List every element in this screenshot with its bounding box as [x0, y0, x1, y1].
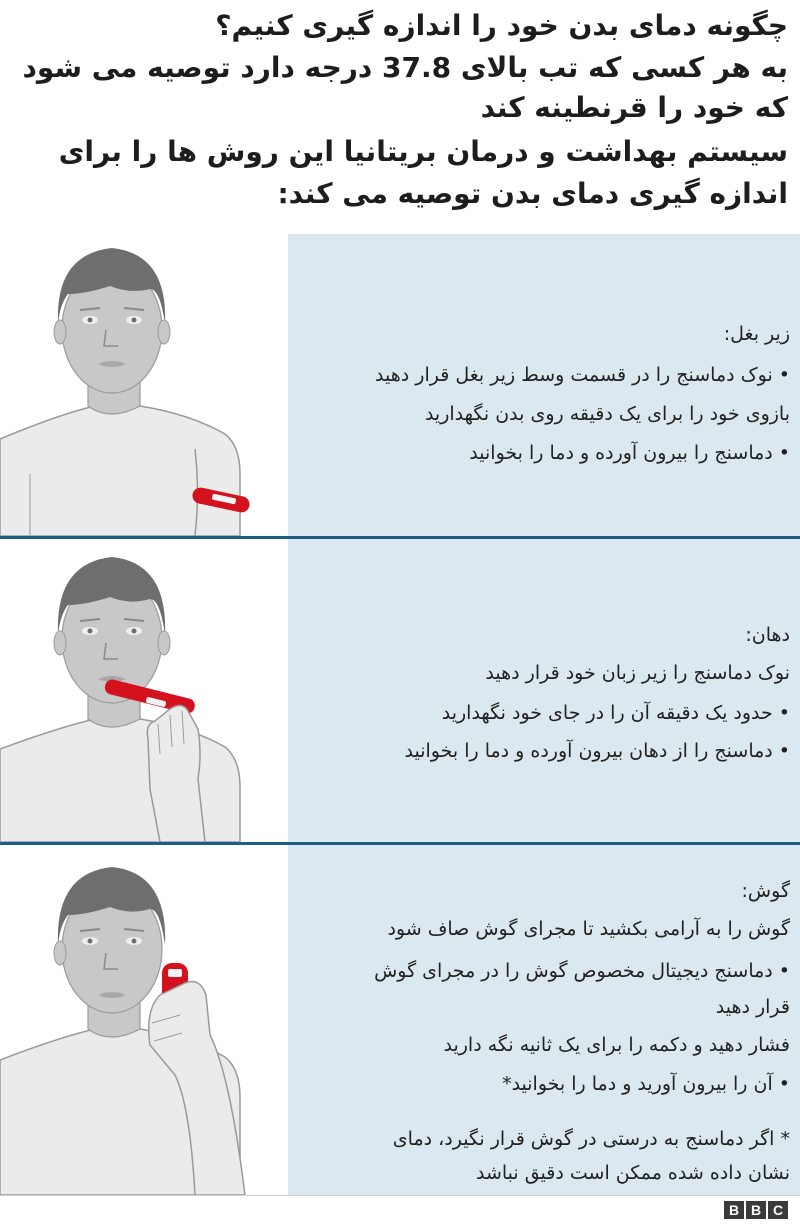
footer-divider [0, 1195, 800, 1196]
armpit-step: بازوی خود را برای یک دقیقه روی بدن نگهدارید [424, 403, 790, 425]
title-line-1: چگونه دمای بدن خود را اندازه گیری کنیم؟ [215, 9, 788, 42]
mouth-step: نوک دماسنج را زیر زبان خود قرار دهید [485, 662, 790, 684]
armpit-step: • دماسنج را بیرون آورده و دما را بخوانید [469, 442, 790, 464]
ear-step: • آن را بیرون آورید و دما را بخوانید* [502, 1073, 790, 1095]
ear-illustration [0, 845, 288, 1195]
bbc-logo-block: B [724, 1201, 744, 1219]
mouth-step: • دماسنج را از دهان بیرون آورده و دما را بخوانید [404, 740, 790, 762]
mouth-heading: دهان: [745, 624, 790, 646]
bbc-logo-block: C [768, 1201, 788, 1219]
mouth-step: • حدود یک دقیقه آن را در جای خود نگهدارید [441, 702, 790, 724]
panel-armpit [0, 234, 800, 536]
ear-step: فشار دهید و دکمه را برای یک ثانیه نگه دارید [443, 1034, 790, 1056]
mouth-illustration [0, 539, 288, 842]
armpit-illustration [0, 234, 288, 536]
ear-step: • دماسنج دیجیتال مخصوص گوش را در مجرای گوش [374, 960, 790, 982]
bbc-logo [724, 1201, 788, 1219]
ear-note: نشان داده شده ممکن است دقیق نباشد [475, 1162, 790, 1184]
panel-mouth-text-area [288, 539, 800, 842]
ear-note: * اگر دماسنج به درستی در گوش قرار نگیرد، دمای [392, 1128, 790, 1150]
bbc-logo-block: B [746, 1201, 766, 1219]
armpit-step: • نوک دماسنج را در قسمت وسط زیر بغل قرار دهید [375, 364, 790, 386]
armpit-heading: زیر بغل: [723, 323, 790, 345]
panel-ear [0, 845, 800, 1195]
title-line-2: به هر کسی که تب بالای 37.8 درجه دارد توصیه می شود [22, 51, 788, 84]
header [0, 0, 800, 228]
ear-step: قرار دهید [715, 996, 790, 1018]
ear-step: گوش را به آرامی بکشید تا مجرای گوش صاف شود [387, 918, 790, 940]
title-line-4: سیستم بهداشت و درمان بریتانیا این روش ها را برای [58, 135, 788, 168]
title-line-5: اندازه گیری دمای بدن توصیه می کند: [277, 177, 788, 210]
ear-heading: گوش: [741, 880, 790, 902]
title-line-3: که خود را قرنطینه کند [480, 91, 788, 124]
panel-mouth [0, 539, 800, 842]
